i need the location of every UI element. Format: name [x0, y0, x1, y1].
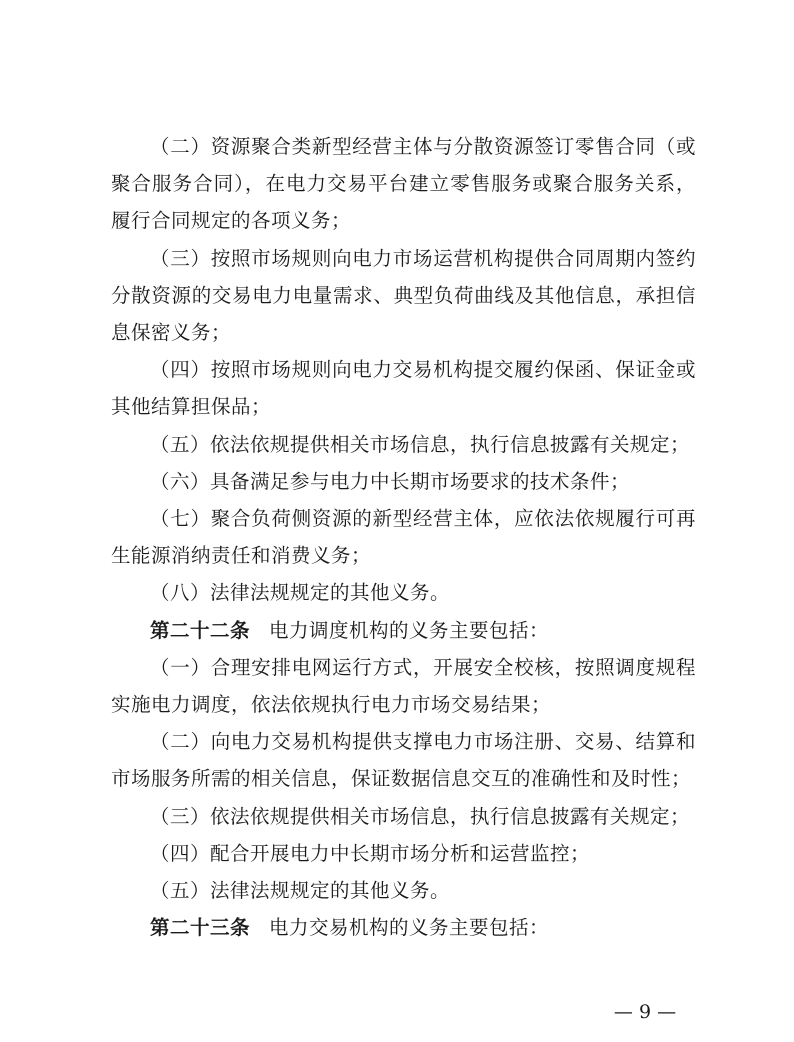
clause-paragraph: （五）依法依规提供相关市场信息，执行信息披露有关规定；	[150, 432, 691, 456]
article-paragraph	[111, 612, 696, 649]
clause-paragraph: （八）法律法规规定的其他义务。	[150, 581, 451, 605]
clause-paragraph: （二）资源聚合类新型经营主体与分散资源签订零售合同（或聚合服务合同），在电力交易平台建立零售服务或聚合服务关系，履行合同规定的各项义务；	[111, 135, 696, 233]
clause-paragraph: （六）具备满足参与电力中长期市场要求的技术条件；	[150, 469, 631, 493]
clause-paragraph: （二）向电力交易机构提供支撑电力市场注册、交易、结算和市场服务所需的相关信息，保证数据信息交互的准确性和及时性；	[111, 730, 696, 791]
clause-paragraph: （七）聚合负荷侧资源的新型经营主体，应依法依规履行可再生能源消纳责任和消费义务；	[111, 507, 696, 568]
article-paragraph	[111, 909, 696, 946]
article-heading: 第二十三条	[150, 916, 251, 940]
article-text: 电力交易机构的义务主要包括：	[269, 916, 550, 940]
body-text	[111, 128, 696, 946]
clause-paragraph: （三）按照市场规则向电力市场运营机构提供合同周期内签约分散资源的交易电力电量需求、典型负荷曲线及其他信息，承担信息保密义务；	[111, 246, 696, 345]
clause-paragraph: （四）按照市场规则向电力交易机构提交履约保函、保证金或其他结算担保品；	[111, 358, 696, 419]
article-heading: 第二十二条	[150, 618, 251, 642]
clause-paragraph: （三）依法依规提供相关市场信息，执行信息披露有关规定；	[150, 804, 691, 828]
page-number: — 9 —	[613, 1001, 677, 1023]
clause-paragraph: （四）配合开展电力中长期市场分析和运营监控；	[150, 841, 591, 865]
clause-paragraph: （五）法律法规规定的其他义务。	[150, 879, 451, 903]
article-text: 电力调度机构的义务主要包括：	[269, 618, 550, 642]
clause-paragraph: （一）合理安排电网运行方式，开展安全校核，按照调度规程实施电力调度，依法依规执行电力市场交易结果；	[111, 655, 696, 717]
